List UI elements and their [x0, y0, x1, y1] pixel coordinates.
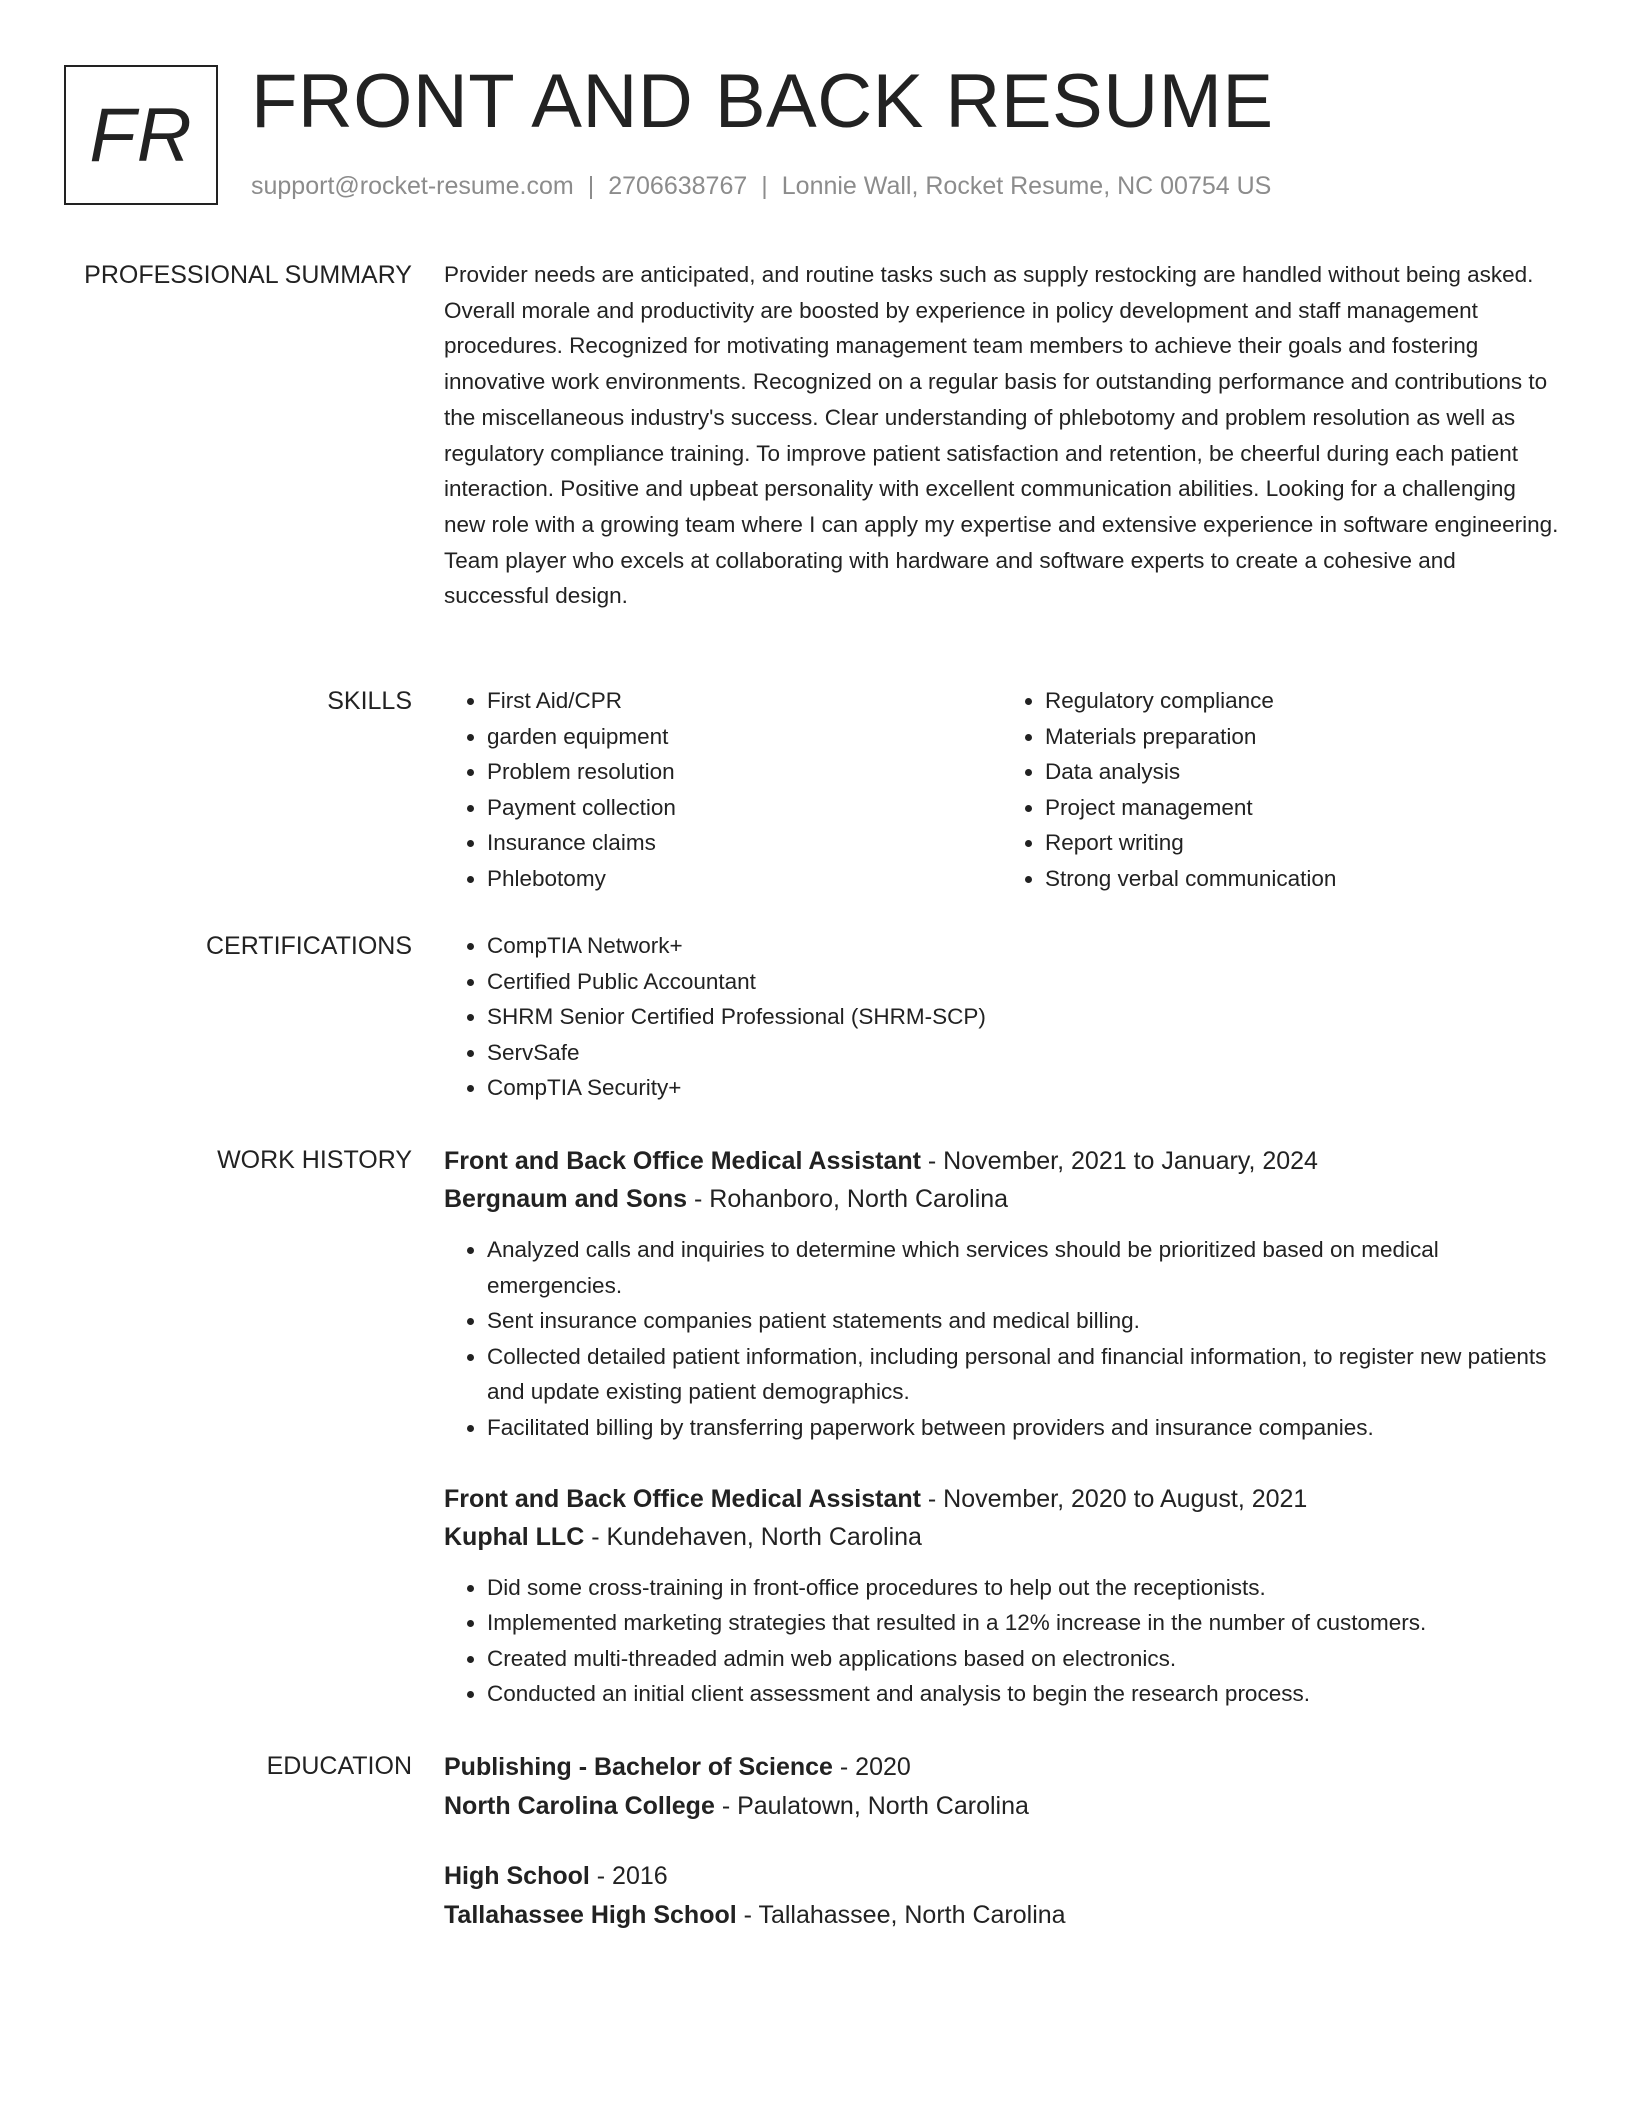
skill-item: • Report writing: [1045, 825, 1560, 861]
job-bullet: • Sent insurance companies patient statements and medical billing.: [487, 1303, 1560, 1339]
job-location: - Rohanboro, North Carolina: [687, 1185, 1009, 1213]
job-dates: - November, 2021 to January, 2024: [920, 1147, 1318, 1175]
certification-item: • CompTIA Network+: [487, 928, 1560, 964]
contact-phone: 2706638767: [608, 172, 748, 200]
contact-email: support@rocket-resume.com: [251, 172, 574, 200]
education-school: Tallahassee High School: [444, 1901, 737, 1929]
education-location: - Tallahassee, North Carolina: [736, 1901, 1066, 1929]
job-dates: - November, 2020 to August, 2021: [920, 1484, 1308, 1513]
job-title: Front and Back Office Medical Assistant: [444, 1147, 921, 1175]
job-company: Bergnaum and Sons: [444, 1185, 688, 1213]
skill-item: • Phlebotomy: [487, 861, 1002, 897]
skills-column-2: [1002, 683, 1560, 897]
education-school-line: [444, 1896, 1560, 1935]
contact-address: Lonnie Wall, Rocket Resume, NC 00754 US: [781, 172, 1272, 200]
contact-separator: |: [587, 172, 595, 200]
skill-item: • First Aid/CPR: [487, 683, 1002, 719]
section-heading-certifications: CERTIFICATIONS: [205, 932, 412, 960]
skills-column-1: [444, 683, 1002, 897]
job-bullets: [444, 1232, 1560, 1446]
section-heading-education: EDUCATION: [266, 1752, 412, 1780]
certification-item: • ServSafe: [487, 1035, 1560, 1071]
monogram-logo: FR: [64, 65, 218, 205]
job-title-line: [444, 1480, 1560, 1518]
education-school: North Carolina College: [444, 1792, 715, 1820]
job-entry: [444, 1142, 1560, 1446]
education-degree-line: [444, 1748, 1560, 1787]
skill-item: • Project management: [1045, 790, 1560, 826]
job-bullet: • Created multi-threaded admin web applications based on electronics.: [487, 1641, 1560, 1677]
certification-item: • CompTIA Security+: [487, 1070, 1560, 1106]
education-body: [444, 1748, 1560, 1935]
certification-item: • SHRM Senior Certified Professional (SHRM-SCP): [487, 999, 1560, 1035]
resume-title: FRONT AND BACK RESUME: [251, 59, 1274, 144]
skill-item: • Strong verbal communication: [1045, 861, 1560, 897]
education-location: - Paulatown, North Carolina: [714, 1792, 1029, 1820]
education-year: - 2016: [589, 1862, 668, 1890]
job-bullet: • Implemented marketing strategies that resulted in a 12% increase in the number of customers.: [487, 1605, 1560, 1641]
job-entry: [444, 1480, 1560, 1712]
job-company-line: [444, 1518, 1560, 1556]
certifications-list: [444, 928, 1560, 1106]
education-year: - 2020: [832, 1753, 911, 1781]
skill-item: • Regulatory compliance: [1045, 683, 1560, 719]
skill-item: • garden equipment: [487, 719, 1002, 755]
education-degree: Publishing - Bachelor of Science: [444, 1753, 833, 1781]
contact-separator: |: [761, 172, 768, 200]
skill-item: • Data analysis: [1045, 754, 1560, 790]
job-bullet: • Facilitated billing by transferring paperwork between providers and insurance companies.: [487, 1410, 1560, 1446]
summary-body: [444, 257, 1560, 614]
skills-body: [444, 683, 1560, 897]
education-degree-line: [444, 1857, 1560, 1896]
job-title-line: [444, 1142, 1560, 1180]
education-entry: [444, 1748, 1560, 1826]
summary-text: Provider needs are anticipated, and routine tasks such as supply restocking are handled without being asked. Overall morale and productivity are boosted by experience in policy development and staff management procedures. Recognized for motivating management team members to achieve their goals and fostering innovative work environments. Recognized on a regular basis for outstanding performance and contributions to the miscellaneous industry's success. Clear understanding of phlebotomy and problem resolution as well as regulatory compliance training. To improve patient satisfaction and retention, be cheerful during each patient interaction. Positive and upbeat personality with excellent communication abilities. Looking for a challenging new role with a growing team where I can apply my expertise and extensive experience in software engineering. Team player who excels at collaborating with hardware and software experts to create a cohesive and successful design.: [444, 262, 1559, 609]
job-title: Front and Back Office Medical Assistant: [444, 1484, 921, 1513]
job-company: Kuphal LLC: [444, 1522, 585, 1551]
job-bullet: • Did some cross-training in front-office procedures to help out the receptionists.: [487, 1570, 1560, 1606]
education-degree: High School: [444, 1862, 590, 1890]
certification-item: • Certified Public Accountant: [487, 964, 1560, 1000]
skill-item: • Payment collection: [487, 790, 1002, 826]
job-bullets: [444, 1570, 1560, 1712]
contact-line: [251, 172, 1271, 201]
skill-item: • Problem resolution: [487, 754, 1002, 790]
job-bullet: • Collected detailed patient information, including personal and financial information, to register new patients and update existing patient demographics.: [487, 1339, 1560, 1410]
job-company-line: [444, 1180, 1560, 1218]
skill-item: • Insurance claims: [487, 825, 1002, 861]
job-bullet: • Analyzed calls and inquiries to determine which services should be prioritized based on medical emergencies.: [487, 1232, 1560, 1303]
education-school-line: [444, 1787, 1560, 1826]
section-heading-work-history: WORK HISTORY: [217, 1146, 412, 1174]
section-heading-summary: PROFESSIONAL SUMMARY: [84, 261, 412, 289]
work-history-body: [444, 1142, 1560, 1712]
job-location: - Kundehaven, North Carolina: [584, 1522, 922, 1551]
certifications-body: [444, 928, 1560, 1106]
job-bullet: • Conducted an initial client assessment and analysis to begin the research process.: [487, 1676, 1560, 1712]
skill-item: • Materials preparation: [1045, 719, 1560, 755]
section-heading-skills: SKILLS: [327, 687, 412, 715]
education-entry: [444, 1857, 1560, 1935]
